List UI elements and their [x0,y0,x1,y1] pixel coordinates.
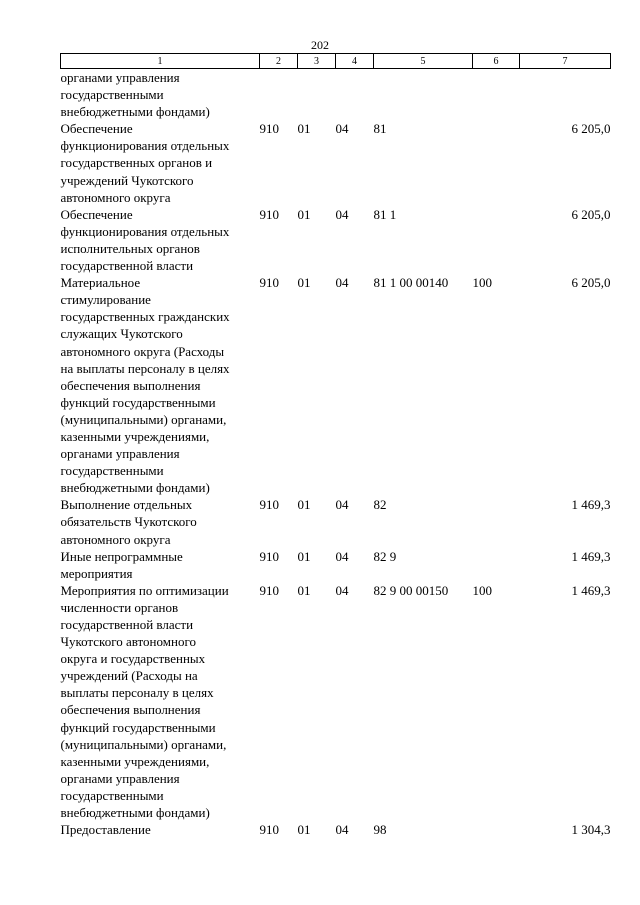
cell-pr [336,120,374,205]
name-line: государственной власти [60,617,194,632]
name-line: Материальное [60,275,141,291]
name-line: Предоставление [60,822,151,838]
cell-amount [520,206,611,274]
cell-amount [520,69,611,121]
column-header-csr: 5 [374,54,473,69]
cell-amount-value: 1 304,3 [571,822,611,838]
table-body [61,69,611,839]
name-line: казенными учреждениями, [60,753,210,769]
name-line: Мероприятия по оптимизации [60,582,229,598]
cell-pr [336,582,374,821]
cell-pr [336,821,374,838]
name-line: внебюджетными фондами) [60,480,210,496]
cell-csr [374,821,473,838]
column-header-kvsr: 2 [260,54,298,69]
name-line: обеспечения выполнения [60,702,201,718]
cell-pr-value: 04 [335,275,349,291]
name-line: учреждений (Расходы на [60,668,198,684]
cell-amount-value: 6 205,0 [571,206,611,222]
name-line: мероприятия [60,565,133,581]
cell-csr-value: 82 [373,497,387,513]
cell-rz-value: 01 [297,275,311,291]
cell-vr [473,582,520,821]
cell-rz-value: 01 [297,497,311,513]
name-line: учреждений Чукотского [60,172,194,188]
cell-rz-value: 01 [297,206,311,222]
cell-amount [520,582,611,821]
cell-kvsr [260,821,298,838]
cell-pr [336,69,374,121]
cell-csr [374,548,473,582]
cell-csr [374,496,473,547]
name-line: (муниципальными) органами, [60,411,227,427]
cell-vr [473,120,520,205]
cell-name [61,206,260,274]
cell-kvsr [260,496,298,547]
cell-pr [336,274,374,496]
cell-name [61,120,260,205]
cell-csr-value: 81 1 [373,206,397,222]
cell-name [61,69,260,121]
table-row [61,548,611,582]
cell-rz [298,821,336,838]
cell-vr [473,206,520,274]
cell-pr [336,548,374,582]
cell-pr [336,206,374,274]
table-header-row [61,54,611,69]
column-header-name: 1 [61,54,260,69]
cell-pr-value: 04 [335,582,349,598]
table-row [61,821,611,838]
cell-pr-value: 04 [335,548,349,564]
cell-csr-value: 98 [373,822,387,838]
name-line: стимулирование [60,292,151,308]
cell-name [61,582,260,821]
budget-table [60,53,611,838]
cell-kvsr [260,274,298,496]
name-line: автономного округа [60,189,171,205]
cell-pr-value: 04 [335,121,349,137]
cell-vr [473,548,520,582]
cell-kvsr [260,69,298,121]
cell-csr [374,582,473,821]
cell-rz-value: 01 [297,548,311,564]
cell-pr [336,496,374,547]
column-header-amount: 7 [520,54,611,69]
name-line: служащих Чукотского [60,326,183,342]
name-line: органами управления [60,770,180,786]
name-line: Обеспечение [60,121,133,137]
cell-rz [298,206,336,274]
cell-csr [374,69,473,121]
cell-kvsr-value: 910 [259,822,279,838]
name-line: округа и государственных [60,651,206,667]
cell-amount [520,496,611,547]
cell-csr-value: 82 9 [373,548,397,564]
name-line: исполнительных органов [60,240,200,256]
cell-name [61,821,260,838]
name-line: Чукотского автономного [60,634,196,650]
name-line: функционирования отдельных [60,138,230,154]
cell-rz [298,582,336,821]
column-header-rz: 3 [298,54,336,69]
name-line: обеспечения выполнения [60,377,201,393]
name-line: Обеспечение [60,206,133,222]
cell-kvsr [260,548,298,582]
cell-kvsr-value: 910 [259,121,279,137]
name-line: (муниципальными) органами, [60,736,227,752]
name-line: государственными [60,787,164,803]
name-line: органами управления [60,70,180,85]
column-header-vr: 6 [473,54,520,69]
name-line: автономного округа [60,531,171,547]
cell-csr-value: 82 9 00 00150 [373,582,449,598]
name-line: казенными учреждениями, [60,428,210,444]
name-line: на выплаты персоналу в целях [60,360,230,376]
cell-amount-value: 1 469,3 [571,497,611,513]
cell-amount-value: 6 205,0 [571,275,611,291]
cell-vr [473,69,520,121]
cell-amount-value: 1 469,3 [571,548,611,564]
cell-vr [473,496,520,547]
cell-kvsr [260,582,298,821]
name-line: Иные непрограммные [60,548,183,564]
cell-csr-value: 81 1 00 00140 [373,275,449,291]
cell-vr-value: 100 [472,582,492,598]
cell-csr [374,274,473,496]
table-row [61,582,611,821]
cell-kvsr-value: 910 [259,548,279,564]
cell-rz [298,69,336,121]
cell-pr-value: 04 [335,206,349,222]
name-line: функционирования отдельных [60,223,230,239]
name-line: обязательств Чукотского [60,514,197,530]
cell-csr [374,120,473,205]
cell-rz-value: 01 [297,822,311,838]
cell-kvsr [260,206,298,274]
cell-csr [374,206,473,274]
name-line: государственных гражданских [60,309,230,325]
cell-name [61,548,260,582]
cell-vr-value: 100 [472,275,492,291]
name-line: автономного округа (Расходы [60,343,225,359]
cell-vr [473,821,520,838]
page-number: 202 [311,38,329,52]
table-row [61,496,611,547]
name-line: функций государственными [60,394,216,410]
name-line: органами управления [60,446,180,462]
cell-pr-value: 04 [335,822,349,838]
cell-kvsr-value: 910 [259,206,279,222]
cell-kvsr-value: 910 [259,497,279,513]
cell-pr-value: 04 [335,497,349,513]
table-row [61,274,611,496]
cell-rz [298,548,336,582]
cell-rz-value: 01 [297,121,311,137]
cell-rz-value: 01 [297,582,311,598]
cell-rz [298,274,336,496]
column-header-pr: 4 [336,54,374,69]
cell-rz [298,120,336,205]
cell-kvsr-value: 910 [259,275,279,291]
cell-name [61,274,260,496]
table-row [61,120,611,205]
cell-kvsr-value: 910 [259,582,279,598]
name-line: государственных органов и [60,155,213,171]
name-line: внебюджетными фондами) [60,104,210,120]
cell-amount [520,120,611,205]
name-line: Выполнение отдельных [60,497,193,513]
cell-amount [520,548,611,582]
cell-vr [473,274,520,496]
name-line: государственными [60,463,164,479]
name-line: внебюджетными фондами) [60,805,210,821]
cell-amount-value: 1 469,3 [571,582,611,598]
cell-kvsr [260,120,298,205]
name-line: государственными [60,87,164,103]
cell-amount-value: 6 205,0 [571,121,611,137]
name-line: функций государственными [60,719,216,735]
table-row [61,69,611,121]
name-line: численности органов [60,599,179,615]
table-row [61,206,611,274]
cell-rz [298,496,336,547]
cell-amount [520,821,611,838]
name-line: государственной власти [60,258,194,274]
cell-name [61,496,260,547]
name-line: выплаты персоналу в целях [60,685,214,701]
cell-csr-value: 81 [373,121,387,137]
cell-amount [520,274,611,496]
